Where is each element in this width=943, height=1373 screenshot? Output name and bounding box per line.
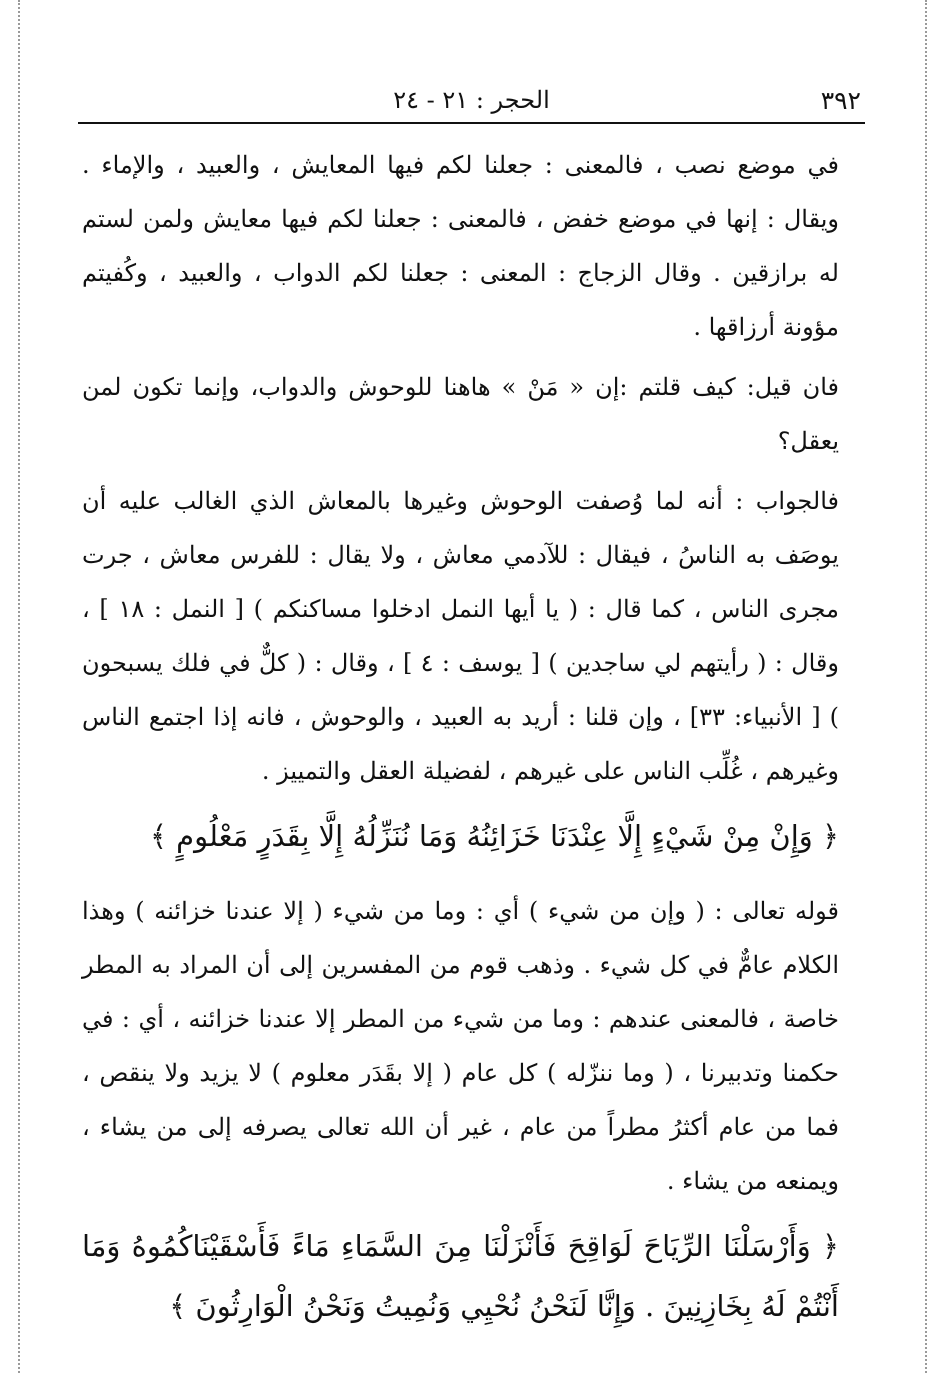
page-number: ٣٩٢ (820, 86, 861, 115)
paragraph-2: فان قيل: كيف قلتم :إن « مَنْ » هاهنا للوحوش والدواب، وإنما تكون لمن يعقل؟ (82, 373, 839, 455)
quran-verse-1: ﴿ وَإِنْ مِنْ شَيْءٍ إِلَّا عِنْدَنَا خَزَائِنُهُ وَمَا نُنَزِّلُهُ إِلَّا بِقَدَرٍ مَعْلُومٍ ﴾ (149, 819, 839, 853)
paragraph-1: في موضع نصب ، فالمعنى : جعلنا لكم فيها المعايش ، والعبيد ، والإماء . ويقال : إنها في موضع خفض ، فالمعنى : جعلنا لكم فيها معايش ولمن لستم له برازقين . وقال الزجاج : المعنى : جعلنا لكم الدواب ، والعبيد ، وكُفيتم مؤونة أرزاقها . (82, 151, 839, 341)
running-title: الحجر : ٢١ - ٢٤ (393, 86, 550, 114)
page-header (78, 82, 865, 124)
page-body (82, 138, 839, 1336)
right-page-edge (925, 0, 927, 1373)
paragraph-4: قوله تعالى : ( وإن من شيء ) أي : وما من شيء ( إلا عندنا خزائنه ) وهذا الكلام عامٌّ في كل شيء . وذهب قوم من المفسرين إلى أن المراد به المطر خاصة ، فالمعنى عندهم : وما من شيء من المطر إلا عندنا خزائنه ، أي : في حكمنا وتدبيرنا ، ( وما ننزّله ) كل عام ( إلا بقَدَر معلوم ) لا يزيد ولا ينقص ، فما من عام أكثرُ مطراً من عام ، غير أن الله تعالى يصرفه إلى من يشاء ، ويمنعه من يشاء . (82, 897, 839, 1195)
paragraph-3: فالجواب : أنه لما وُصفت الوحوش وغيرها بالمعاش الذي الغالب عليه أن يوصَف به الناسُ ، فيقال : للآدمي معاش ، ولا يقال : للفرس معاش ، جرت مجرى الناس ، كما قال : ( يا أيها النمل ادخلوا مساكنكم ) [ النمل : ١٨ ] ، وقال : ( رأيتهم لي ساجدين ) [ يوسف : ٤ ] ، وقال : ( كلٌّ في فلك يسبحون ) [ الأنبياء: ٣٣] ، وإن قلنا : أريد به العبيد ، والوحوش ، فانه إذا اجتمع الناس وغيرهم ، غُلِّب الناس على غيرهم ، لفضيلة العقل والتمييز . (82, 487, 840, 785)
quran-verse-2: ﴿ وَأَرْسَلْنَا الرِّيَاحَ لَوَاقِحَ فَأَنْزَلْنَا مِنَ السَّمَاءِ مَاءً فَأَسْقَيْنَاكُمُوهُ وَمَا أَنْتُمْ لَهُ بِخَازِنِينَ . وَإِنَّا لَنَحْنُ نُحْيِي وَنُمِيتُ وَنَحْنُ الْوَارِثُونَ ﴾ (82, 1229, 839, 1323)
left-page-edge (18, 0, 20, 1373)
